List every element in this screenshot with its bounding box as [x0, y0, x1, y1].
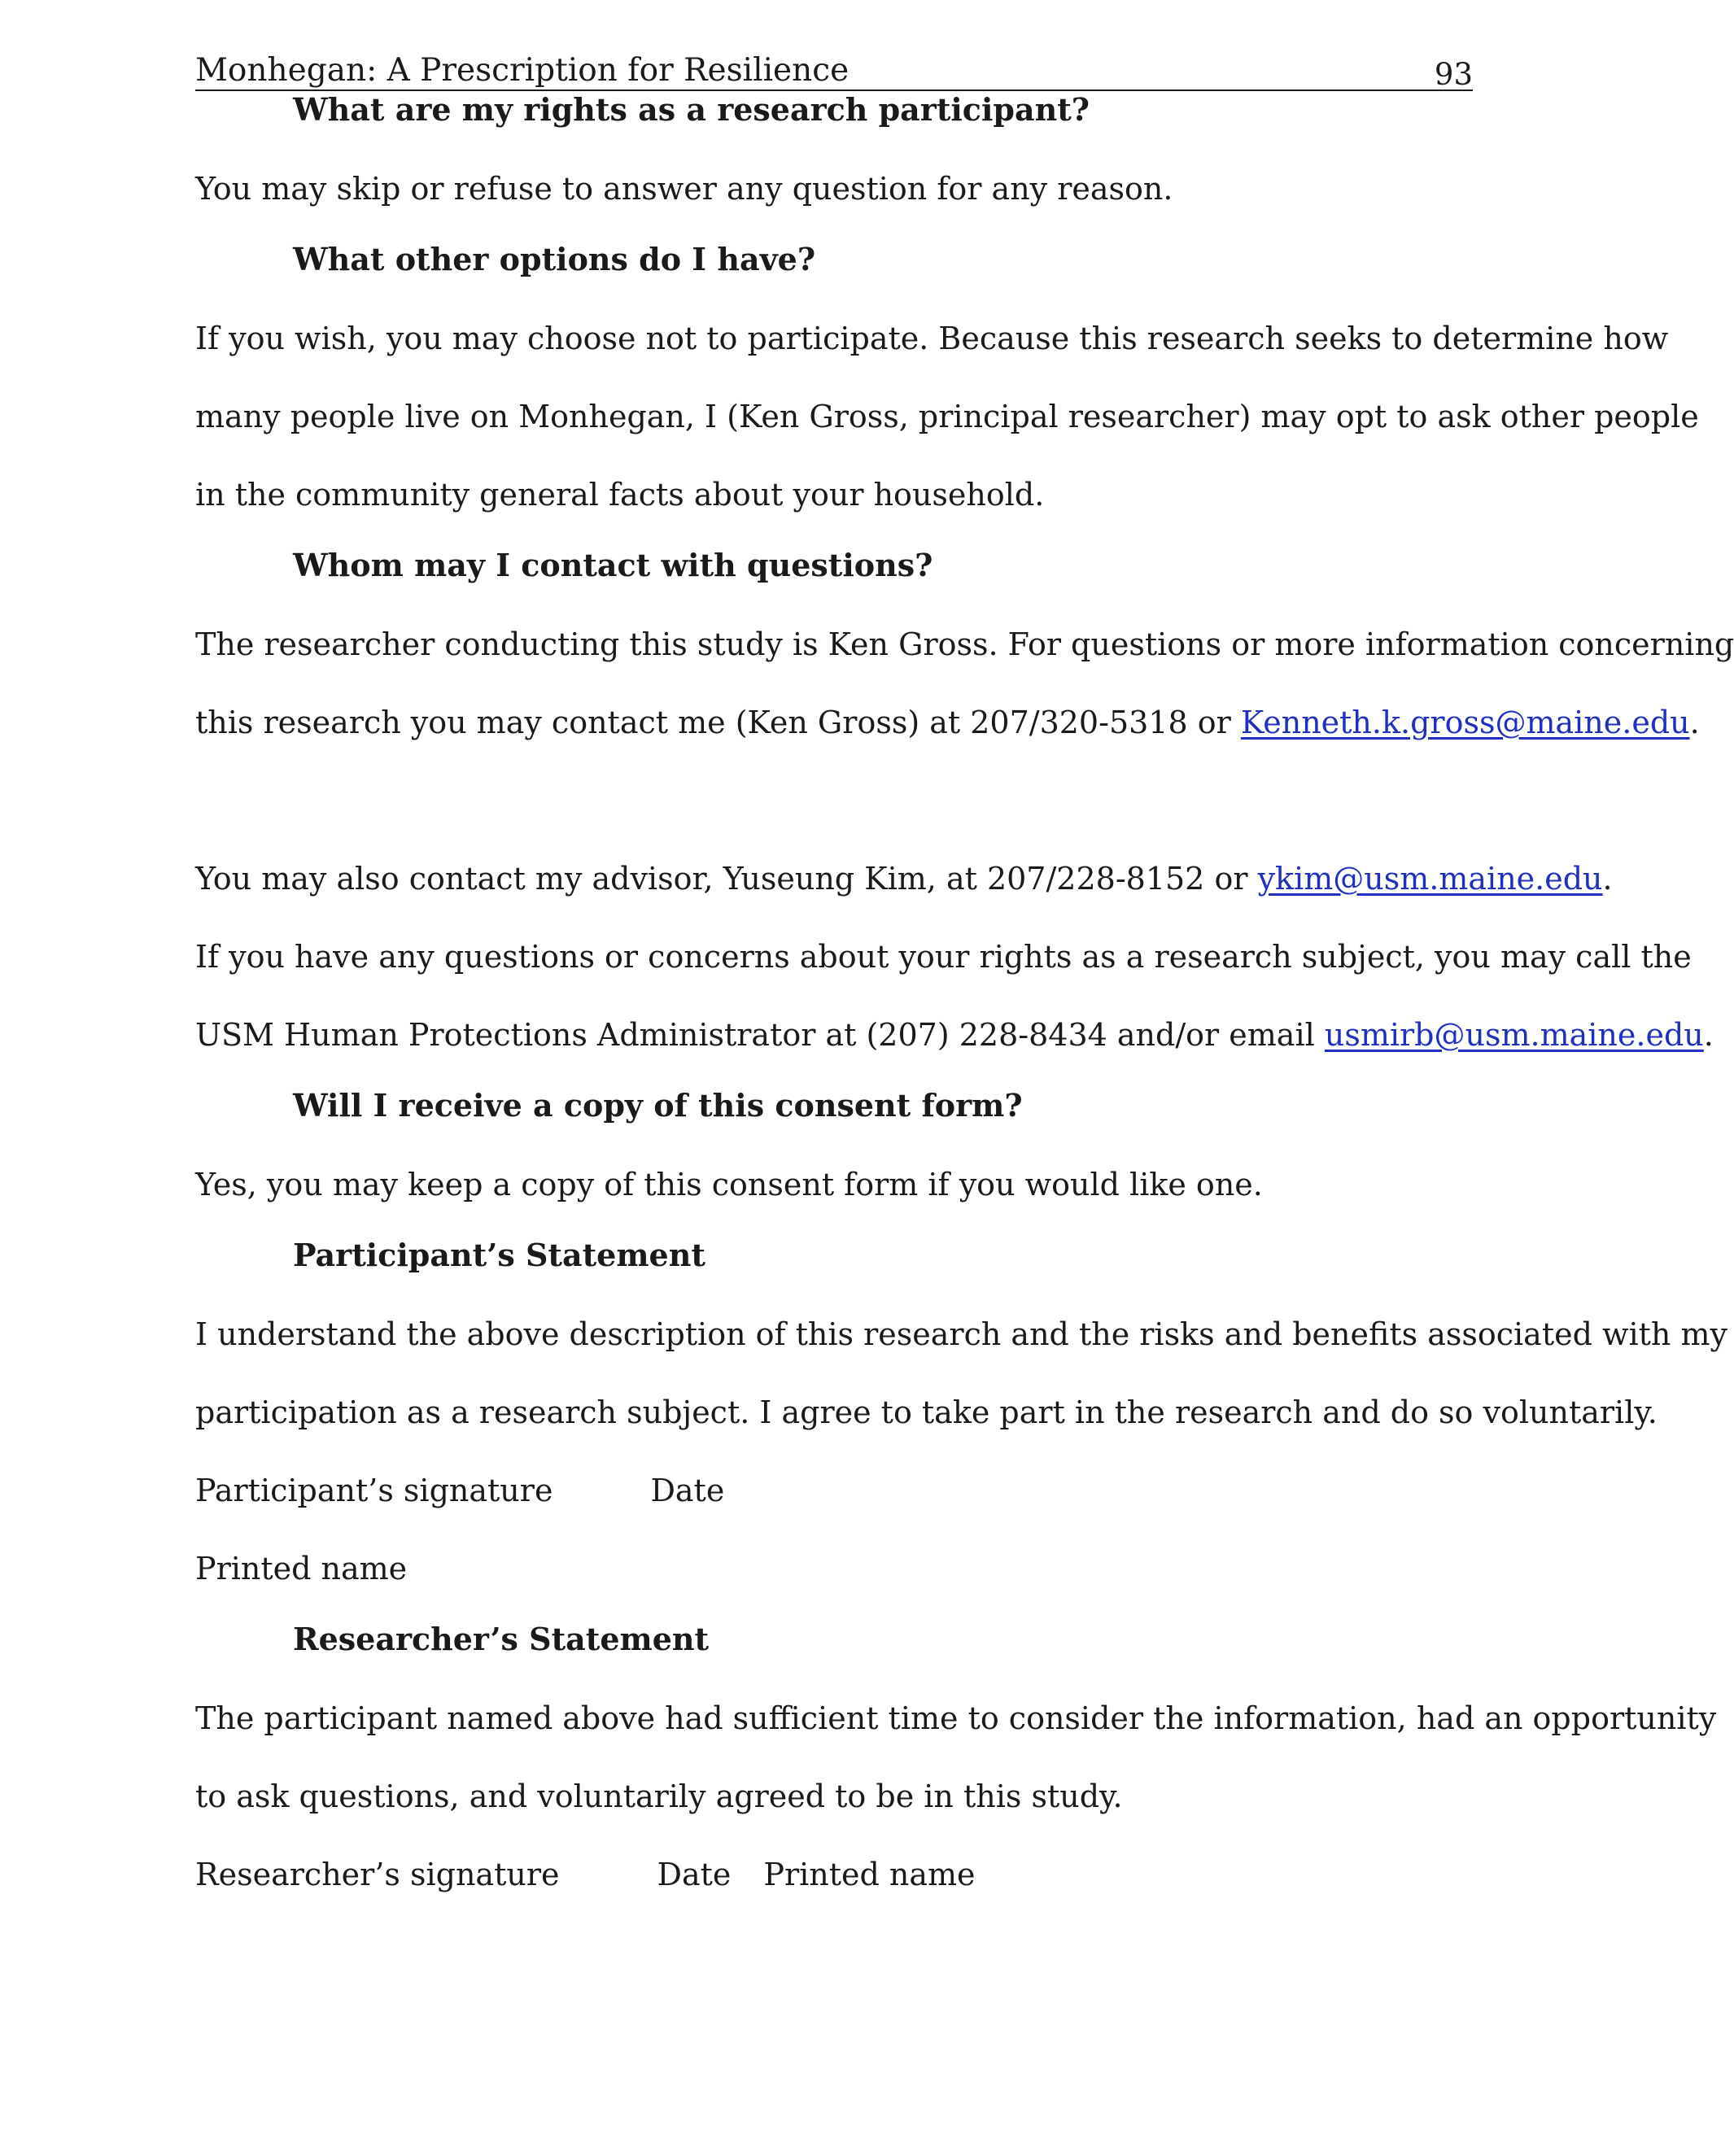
heading-participant-statement: Participant’s Statement [293, 1237, 705, 1273]
advisor-line [195, 861, 1613, 897]
participant-signature-label: Participant’s signature [195, 1473, 553, 1508]
irb-line-1: If you have any questions or concerns about your rights as a research subject, you may call the [195, 939, 1692, 975]
advisor-period: . [1602, 861, 1613, 897]
researcher-email-link[interactable]: Kenneth.k.gross@maine.edu [1240, 705, 1690, 740]
heading-contact: Whom may I contact with questions? [293, 547, 933, 583]
options-text-line-2: many people live on Monhegan, I (Ken Gross, principal researcher) may opt to ask other people [195, 399, 1699, 434]
copy-text: Yes, you may keep a copy of this consent form if you would like one. [195, 1167, 1263, 1202]
advisor-email-link[interactable]: ykim@usm.maine.edu [1257, 861, 1603, 897]
options-text-line-3: in the community general facts about your household. [195, 477, 1045, 513]
irb-email-link[interactable]: usmirb@usm.maine.edu [1324, 1017, 1704, 1053]
researcher-date-label: Date [657, 1857, 732, 1892]
researcher-printed-name-label: Printed name [763, 1857, 976, 1892]
irb-text: USM Human Protections Administrator at (207) 228-8434 and/or email [195, 1017, 1325, 1053]
researcher-text-line-1: The participant named above had sufficient time to consider the information, had an opportunity [195, 1700, 1717, 1736]
heading-researcher-statement: Researcher’s Statement [293, 1621, 710, 1657]
rights-text: You may skip or refuse to answer any question for any reason. [195, 171, 1173, 207]
researcher-signature-label: Researcher’s signature [195, 1857, 560, 1892]
researcher-text-line-2: to ask questions, and voluntarily agreed to be in this study. [195, 1778, 1123, 1814]
irb-period: . [1703, 1017, 1714, 1053]
participant-signature-line [195, 1475, 724, 1506]
participant-text-line-2: participation as a research subject. I agree to take part in the research and do so voluntarily. [195, 1394, 1658, 1430]
contact-text-line-1: The researcher conducting this study is Ken Gross. For questions or more information concerning [195, 626, 1734, 662]
participant-printed-name-label: Printed name [195, 1551, 408, 1586]
participant-text-line-1: I understand the above description of this research and the risks and benefits associated with my [195, 1316, 1727, 1352]
advisor-text: You may also contact my advisor, Yuseung Kim, at 207/228-8152 or [195, 861, 1258, 897]
heading-copy: Will I receive a copy of this consent form? [293, 1087, 1023, 1124]
running-title: Monhegan: A Prescription for Resilience [195, 52, 850, 89]
contact-period: . [1689, 705, 1700, 740]
page-number: 93 [1434, 57, 1473, 92]
running-header [195, 47, 1473, 91]
participant-date-label: Date [650, 1473, 725, 1508]
researcher-signature-line [195, 1859, 976, 1890]
contact-text-line-2 [195, 707, 1700, 738]
contact-text: this research you may contact me (Ken Gross) at 207/320-5318 or [195, 705, 1241, 740]
heading-options: What other options do I have? [293, 241, 816, 277]
irb-line-2 [195, 1017, 1714, 1053]
options-text-line-1: If you wish, you may choose not to participate. Because this research seeks to determine how [195, 321, 1669, 356]
heading-rights: What are my rights as a research participant? [293, 91, 1090, 128]
